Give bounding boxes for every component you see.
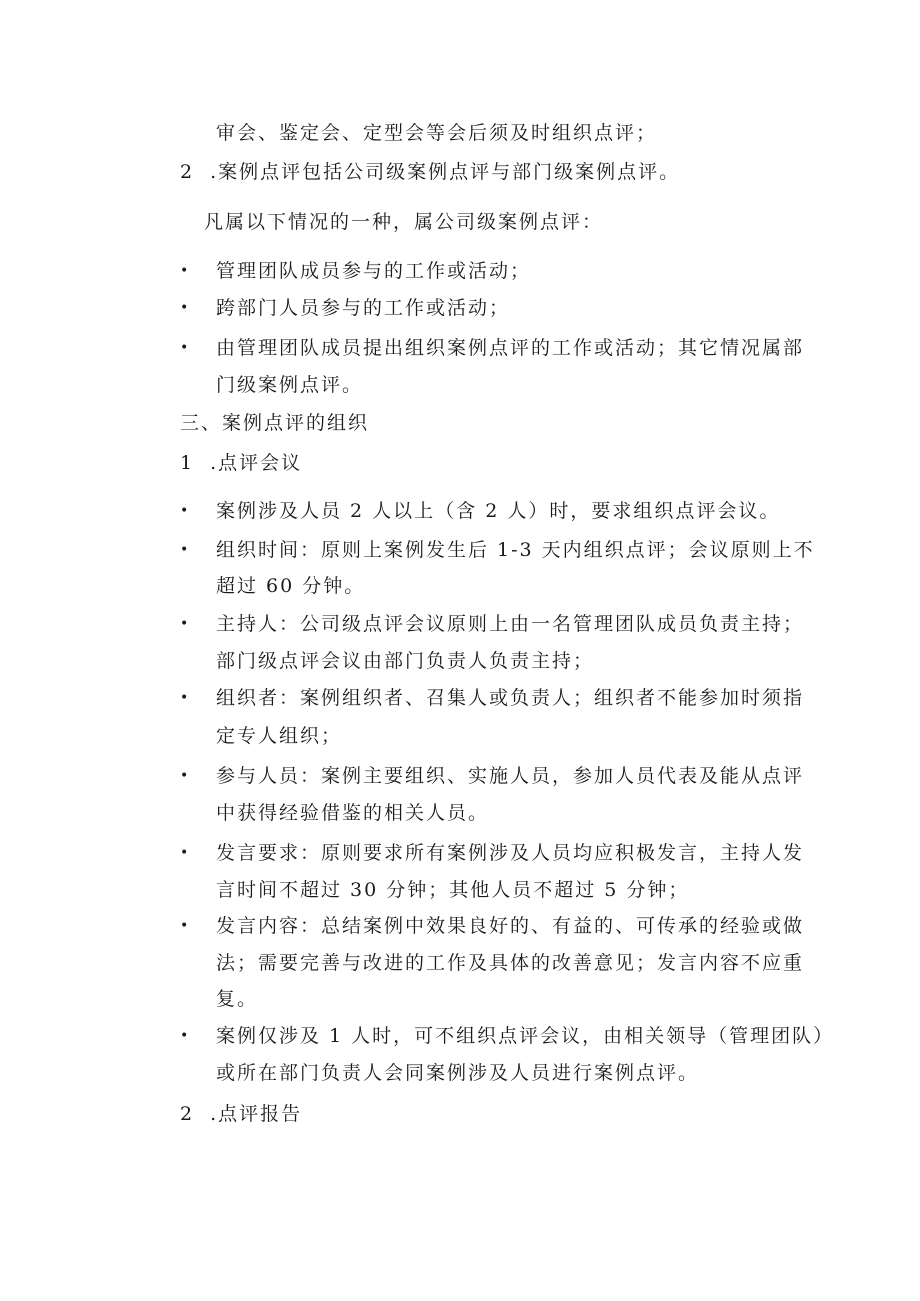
list-item-line: 门级案例点评。 <box>216 374 364 396</box>
bullet-icon: • <box>180 845 189 861</box>
list-item-line: 法；需要完善与改进的工作及具体的改善意见；发言内容不应重 <box>216 952 805 974</box>
bullet-icon: • <box>180 768 189 784</box>
list-item-line: 参与人员：案例主要组织、实施人员，参加人员代表及能从点评 <box>216 765 805 787</box>
sub-2-number: 2 <box>180 1103 195 1125</box>
section-3-heading: 三、案例点评的组织 <box>180 412 370 434</box>
list-item-line: 复。 <box>216 988 259 1010</box>
bullet-icon: • <box>180 542 189 558</box>
list-item-line: 中获得经验借鉴的相关人员。 <box>216 802 490 824</box>
bullet-icon: • <box>180 300 189 316</box>
sub-1-title: .点评会议 <box>210 452 303 474</box>
list-item-line: 管理团队成员参与的工作或活动； <box>216 260 532 282</box>
sub-1-number: 1 <box>180 452 195 474</box>
list-item-line: 发言内容：总结案例中效果良好的、有益的、可传承的经验或做 <box>216 915 805 937</box>
list-item-line: 主持人：公司级点评会议原则上由一名管理团队成员负责主持； <box>216 613 805 635</box>
bullet-icon: • <box>180 1028 189 1044</box>
bullet-icon: • <box>180 616 189 632</box>
item-2-number: 2 <box>180 161 195 183</box>
list-item-line: 案例仅涉及 1 人时，可不组织点评会议，由相关领导（管理团队） <box>216 1025 835 1047</box>
intro-continuation: 审会、鉴定会、定型会等会后须及时组织点评； <box>216 122 658 144</box>
bullet-icon: • <box>180 263 189 279</box>
item-2-heading <box>180 160 680 184</box>
bullet-icon: • <box>180 503 189 519</box>
list-item-line: 言时间不超过 30 分钟；其他人员不超过 5 分钟； <box>216 879 690 901</box>
bullet-icon: • <box>180 918 189 934</box>
list-item-line: 跨部门人员参与的工作或活动； <box>216 297 511 319</box>
sub-2-title: .点评报告 <box>210 1103 303 1125</box>
bullet-icon: • <box>180 340 189 356</box>
sub-2-heading <box>180 1102 302 1126</box>
bullet-icon: • <box>180 690 189 706</box>
list-item-line: 案例涉及人员 2 人以上（含 2 人）时，要求组织点评会议。 <box>216 500 781 522</box>
company-level-intro: 凡属以下情况的一种，属公司级案例点评： <box>204 211 604 233</box>
list-item-line: 超过 60 分钟。 <box>216 575 366 597</box>
list-item-line: 部门级点评会议由部门负责人负责主持； <box>216 650 595 672</box>
list-item-line: 组织者：案例组织者、召集人或负责人；组织者不能参加时须指 <box>216 687 805 709</box>
list-item-line: 发言要求：原则要求所有案例涉及人员均应积极发言，主持人发 <box>216 842 805 864</box>
list-item-line: 定专人组织； <box>216 725 343 747</box>
sub-1-heading <box>180 451 302 475</box>
item-2-text: .案例点评包括公司级案例点评与部门级案例点评。 <box>210 161 681 183</box>
list-item-line: 组织时间：原则上案例发生后 1-3 天内组织点评；会议原则上不 <box>216 539 815 561</box>
list-item-line: 由管理团队成员提出组织案例点评的工作或活动；其它情况属部 <box>216 337 805 359</box>
list-item-line: 或所在部门负责人会同案例涉及人员进行案例点评。 <box>216 1062 700 1084</box>
